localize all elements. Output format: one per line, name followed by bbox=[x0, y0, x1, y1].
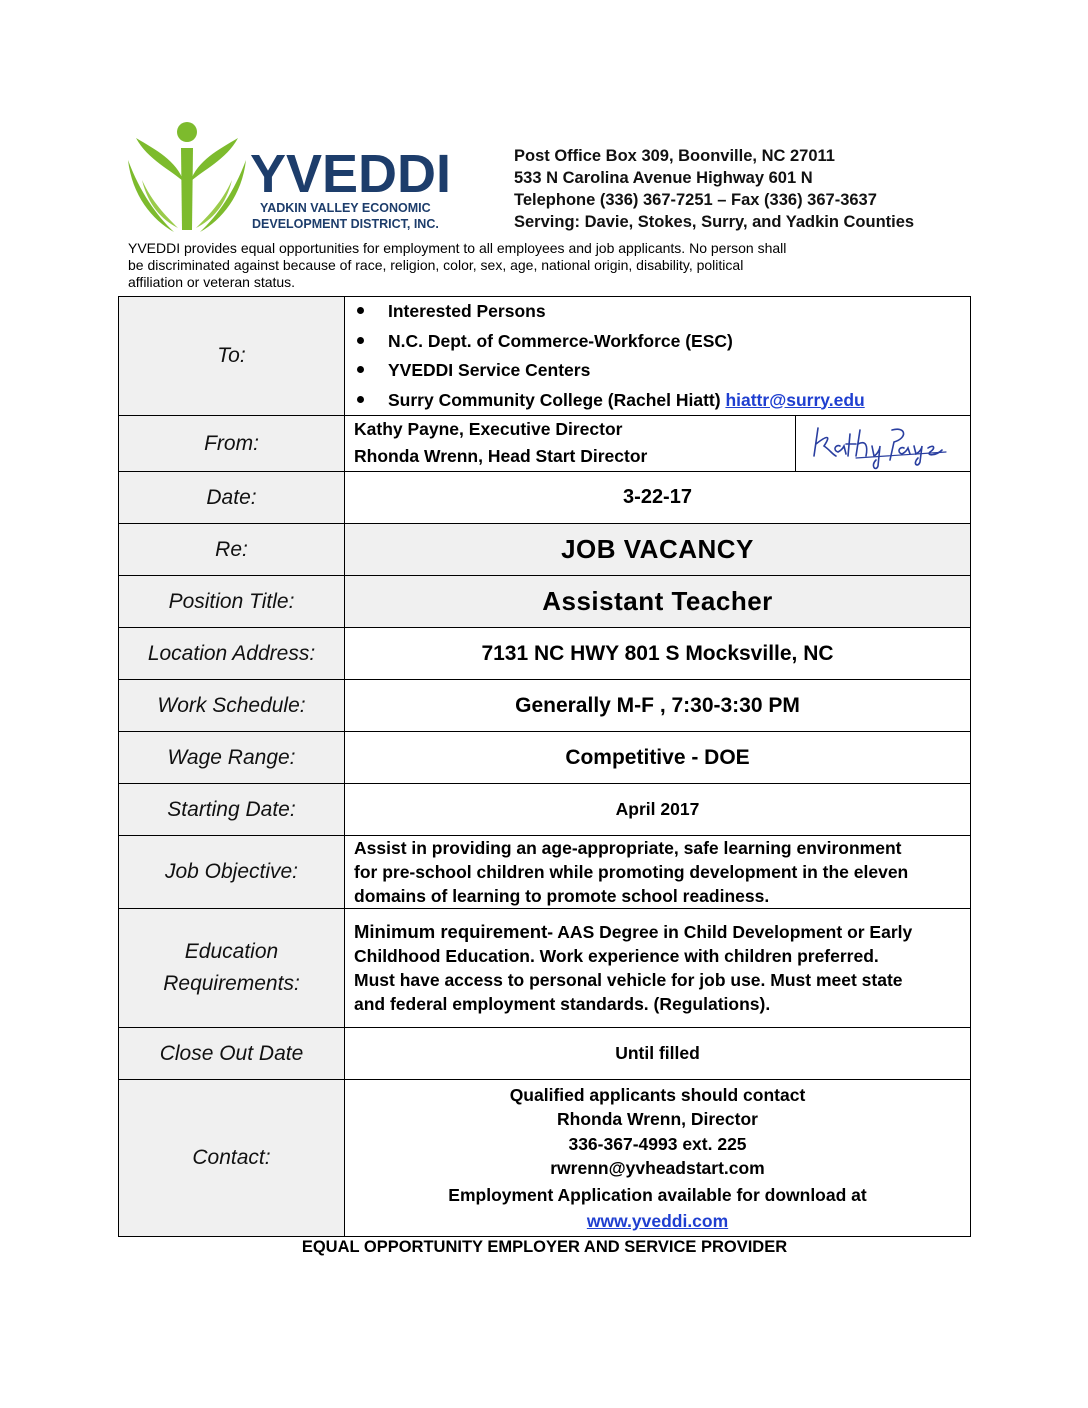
logo-figure-icon bbox=[126, 120, 456, 238]
value-schedule: Generally M-F , 7:30-3:30 PM bbox=[345, 680, 971, 732]
website-link[interactable]: www.yveddi.com bbox=[586, 1210, 729, 1231]
contact-email: rwrenn@yvheadstart.com bbox=[550, 1158, 765, 1179]
row-objective bbox=[119, 836, 971, 909]
value-start: April 2017 bbox=[345, 784, 971, 836]
label-re: Re: bbox=[119, 524, 345, 576]
label-objective: Job Objective: bbox=[119, 836, 345, 909]
row-to bbox=[119, 297, 971, 416]
education-minimum-label: Minimum requirement bbox=[354, 921, 548, 942]
row-location bbox=[119, 628, 971, 680]
row-position bbox=[119, 576, 971, 628]
address-serving: Serving: Davie, Stokes, Surry, and Yadkin Counties bbox=[514, 213, 915, 231]
label-education bbox=[119, 909, 345, 1028]
from-line: Rhonda Wrenn, Head Start Director bbox=[354, 446, 648, 466]
address-po-box: Post Office Box 309, Boonville, NC 27011 bbox=[514, 147, 835, 165]
education-line: and federal employment standards. (Regulations). bbox=[354, 994, 771, 1014]
education-line: Childhood Education. Work experience with children preferred. bbox=[354, 946, 879, 966]
recipient-list bbox=[345, 297, 970, 415]
eeo-line: be discriminated against because of race, religion, color, sex, age, national origin, disability, political bbox=[128, 257, 744, 273]
row-schedule bbox=[119, 680, 971, 732]
row-date bbox=[119, 472, 971, 524]
row-contact bbox=[119, 1080, 971, 1237]
address-street: 533 N Carolina Avenue Highway 601 N bbox=[514, 169, 813, 187]
label-date: Date: bbox=[119, 472, 345, 524]
value-location: 7131 NC HWY 801 S Mocksville, NC bbox=[345, 628, 971, 680]
label-from: From: bbox=[119, 416, 345, 472]
row-education bbox=[119, 909, 971, 1028]
bullet-icon bbox=[357, 366, 364, 373]
label-contact: Contact: bbox=[119, 1080, 345, 1237]
objective-line: for pre-school children while promoting development in the eleven bbox=[354, 862, 909, 882]
eeo-statement bbox=[128, 240, 928, 291]
value-education: Minimum requirement- AAS Degree in Child Development or Early Childhood Education. Work experience with children preferred. Must have access to personal vehicle for job use. Must meet state and federal employment standards. (Regulations). bbox=[345, 909, 971, 1028]
education-line: Must have access to personal vehicle for job use. Must meet state bbox=[354, 970, 903, 990]
objective-line: Assist in providing an age-appropriate, safe learning environment bbox=[354, 838, 902, 858]
contact-phone: 336-367-4993 ext. 225 bbox=[568, 1133, 747, 1154]
contact-name: Rhonda Wrenn, Director bbox=[557, 1109, 758, 1130]
objective-line: domains of learning to promote school readiness. bbox=[354, 886, 770, 906]
footer-eeo: EQUAL OPPORTUNITY EMPLOYER AND SERVICE PROVIDER bbox=[301, 1238, 788, 1256]
value-objective bbox=[345, 836, 971, 909]
bullet-icon bbox=[357, 307, 364, 314]
recipient-item: Surry Community College (Rachel Hiatt) hiattr@surry.edu bbox=[357, 386, 970, 416]
row-close bbox=[119, 1028, 971, 1080]
bullet-icon bbox=[357, 396, 364, 403]
recipient-item: YVEDDI Service Centers bbox=[357, 356, 970, 386]
label-education-line: Education bbox=[184, 940, 279, 963]
value-re: JOB VACANCY bbox=[345, 524, 971, 576]
contact-line: Qualified applicants should contact bbox=[509, 1084, 806, 1105]
email-link-surry[interactable]: hiattr@surry.edu bbox=[725, 389, 865, 410]
label-start: Starting Date: bbox=[119, 784, 345, 836]
row-from bbox=[119, 416, 971, 472]
from-line: Kathy Payne, Executive Director bbox=[354, 419, 623, 439]
value-date: 3-22-17 bbox=[345, 472, 971, 524]
row-re bbox=[119, 524, 971, 576]
label-wage: Wage Range: bbox=[119, 732, 345, 784]
value-contact bbox=[345, 1080, 971, 1237]
label-to: To: bbox=[119, 297, 345, 416]
value-to bbox=[345, 297, 971, 416]
label-location: Location Address: bbox=[119, 628, 345, 680]
address-phone-fax: Telephone (336) 367-7251 – Fax (336) 367-3637 bbox=[514, 191, 877, 209]
value-position: Assistant Teacher bbox=[345, 576, 971, 628]
address-block bbox=[514, 145, 914, 233]
value-wage: Competitive - DOE bbox=[345, 732, 971, 784]
signature-icon bbox=[796, 416, 956, 471]
eeo-line: YVEDDI provides equal opportunities for employment to all employees and job applicants. No person shall bbox=[128, 240, 787, 256]
bullet-icon bbox=[357, 337, 364, 344]
label-position: Position Title: bbox=[119, 576, 345, 628]
logo-wordmark: YVEDDI bbox=[250, 144, 452, 204]
vacancy-table bbox=[118, 296, 971, 1237]
yveddi-logo bbox=[126, 120, 456, 238]
label-close: Close Out Date bbox=[119, 1028, 345, 1080]
recipient-item: Interested Persons bbox=[357, 297, 970, 327]
eeo-line: affiliation or veteran status. bbox=[128, 274, 296, 290]
logo-subtitle-1: YADKIN VALLEY ECONOMIC bbox=[260, 201, 431, 215]
signature bbox=[795, 416, 956, 471]
logo-subtitle-2: DEVELOPMENT DISTRICT, INC. bbox=[252, 217, 439, 231]
label-schedule: Work Schedule: bbox=[119, 680, 345, 732]
contact-application-note: Employment Application available for download at bbox=[448, 1184, 867, 1205]
row-wage bbox=[119, 732, 971, 784]
value-from bbox=[345, 416, 971, 472]
recipient-item: N.C. Dept. of Commerce-Workforce (ESC) bbox=[357, 327, 970, 357]
value-close: Until filled bbox=[345, 1028, 971, 1080]
row-start bbox=[119, 784, 971, 836]
label-education-line: Requirements: bbox=[163, 972, 300, 995]
